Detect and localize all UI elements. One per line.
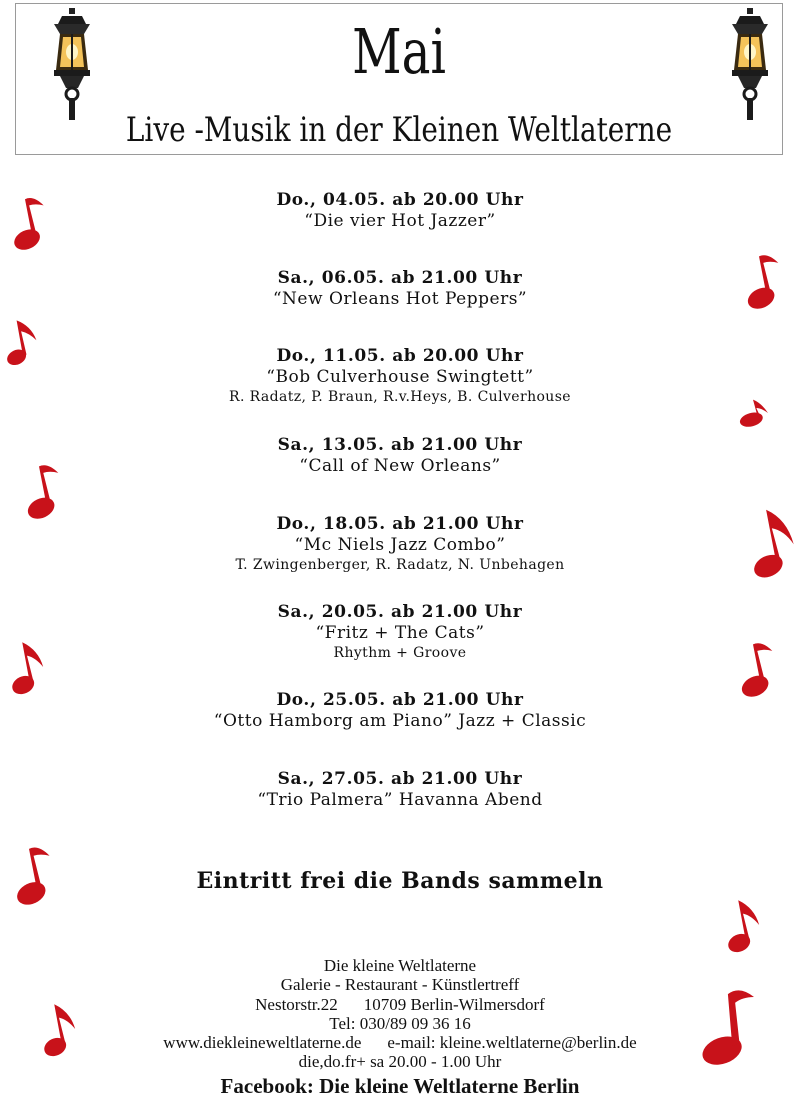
music-note-icon	[724, 896, 762, 954]
street-lantern-icon	[720, 8, 780, 120]
opening-hours: die,do.fr+ sa 20.00 - 1.00 Uhr	[298, 1052, 502, 1072]
event-item	[0, 346, 800, 406]
event-date: Do., 25.05. ab 21.00 Uhr	[276, 690, 524, 710]
event-band: “Otto Hamborg am Piano” Jazz + Classic	[213, 711, 587, 731]
music-note-icon	[750, 505, 796, 579]
event-item	[0, 268, 800, 310]
venue-contact	[0, 1033, 800, 1052]
entry-note: Eintritt frei die Bands sammeln	[196, 868, 604, 894]
email-link[interactable]: e-mail: kleine.weltlaterne@berlin.de	[387, 1033, 637, 1053]
event-band: “Mc Niels Jazz Combo”	[294, 535, 506, 555]
event-members: R. Radatz, P. Braun, R.v.Heys, B. Culverhouse	[229, 389, 571, 405]
event-item	[0, 769, 800, 811]
page-subtitle: Live -Musik in der Kleinen Weltlaterne	[125, 110, 673, 150]
event-band: “Bob Culverhouse Swingtett”	[266, 367, 534, 387]
event-band: “Die vier Hot Jazzer”	[304, 211, 496, 231]
music-note-icon	[4, 842, 54, 906]
event-members: Rhythm + Groove	[333, 645, 467, 661]
event-date: Sa., 13.05. ab 21.00 Uhr	[277, 435, 523, 455]
header-box	[15, 3, 783, 155]
event-date: Do., 18.05. ab 21.00 Uhr	[276, 514, 524, 534]
venue-footer	[0, 956, 800, 1072]
music-note-icon	[4, 314, 40, 370]
event-item	[0, 514, 800, 574]
event-item	[0, 435, 800, 477]
event-band: “Fritz + The Cats”	[315, 623, 485, 643]
event-item	[0, 602, 800, 662]
venue-city: 10709 Berlin-Wilmersdorf	[363, 994, 545, 1014]
music-note-icon	[16, 460, 62, 520]
venue-street: Nestorstr.22	[255, 994, 338, 1014]
event-date: Sa., 06.05. ab 21.00 Uhr	[277, 268, 523, 288]
event-date: Do., 04.05. ab 20.00 Uhr	[276, 190, 524, 210]
music-note-icon	[736, 250, 782, 310]
street-lantern-icon	[42, 8, 102, 120]
event-band: “Call of New Orleans”	[299, 456, 501, 476]
music-note-icon	[730, 638, 776, 698]
music-note-icon	[8, 636, 46, 698]
music-note-icon	[2, 193, 48, 251]
venue-type: Galerie - Restaurant - Künstlertreff	[280, 975, 520, 995]
website-link[interactable]: www.diekleineweltlaterne.de	[163, 1033, 362, 1053]
event-members: T. Zwingenberger, R. Radatz, N. Unbehagen	[235, 557, 565, 573]
music-note-icon	[40, 998, 78, 1060]
event-band: “New Orleans Hot Peppers”	[272, 289, 528, 309]
event-item	[0, 190, 800, 232]
event-date: Sa., 27.05. ab 21.00 Uhr	[277, 769, 523, 789]
venue-phone: Tel: 030/89 09 36 16	[329, 1013, 471, 1033]
month-title: Mai	[352, 15, 446, 88]
venue-name: Die kleine Weltlaterne	[323, 956, 477, 975]
event-date: Do., 11.05. ab 20.00 Uhr	[276, 346, 524, 366]
venue-address	[0, 995, 800, 1014]
music-note-icon	[696, 984, 754, 1068]
event-item	[0, 690, 800, 732]
event-band: “Trio Palmera” Havanna Abend	[257, 790, 543, 810]
event-date: Sa., 20.05. ab 21.00 Uhr	[277, 602, 523, 622]
facebook-line[interactable]: Facebook: Die kleine Weltlaterne Berlin	[220, 1074, 580, 1098]
music-note-icon	[736, 398, 770, 428]
